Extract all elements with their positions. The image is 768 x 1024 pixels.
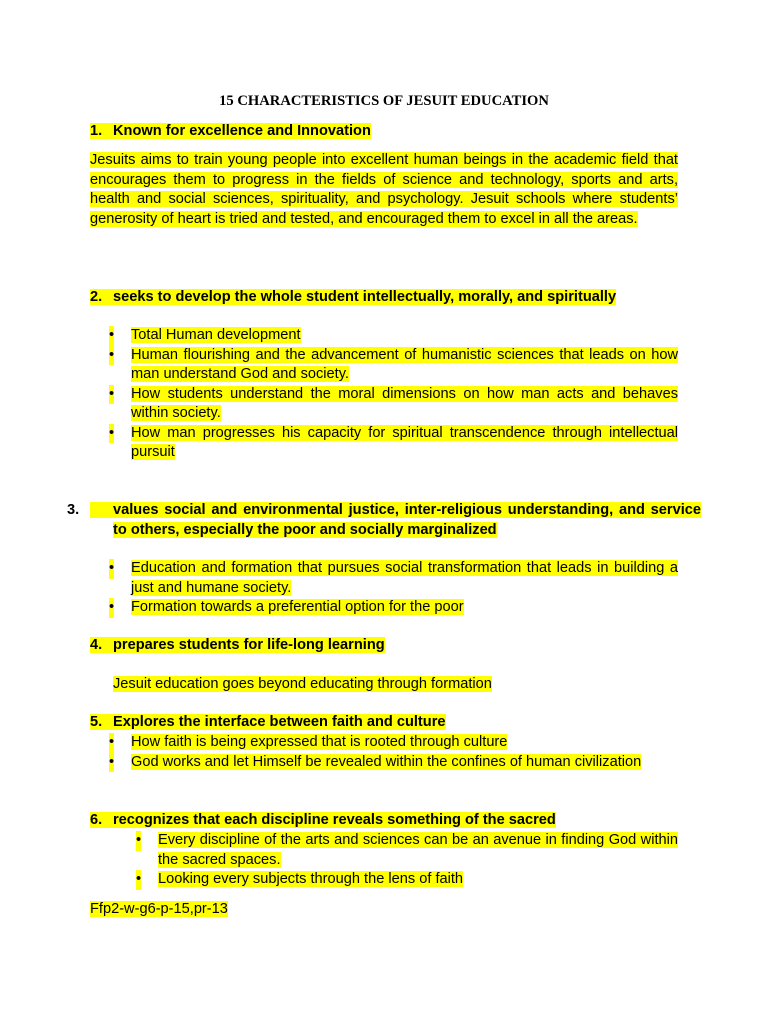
list-item: • Looking every subjects through the lens of faith	[158, 870, 678, 890]
section-4-paragraph	[113, 675, 678, 695]
list-item: • God works and let Himself be revealed within the confines of human civilization	[131, 753, 678, 773]
section-heading-text: Explores the interface between faith and culture	[113, 714, 446, 730]
section-5-bullet-list	[109, 733, 678, 772]
section-number: 3.	[67, 502, 80, 518]
bullet-icon: •	[109, 424, 114, 444]
page-title: 15 CHARACTERISTICS OF JESUIT EDUCATION	[219, 93, 549, 109]
reference-code: Ffp2-w-g6-p-15,pr-13	[90, 901, 228, 917]
section-heading-text: values social and environmental justice, inter-religious understanding, and service to others, especially the poor and socially marginalized	[113, 502, 701, 538]
list-item: • Every discipline of the arts and sciences can be an avenue in finding God within the sacred spaces.	[136, 832, 678, 868]
section-1-paragraph	[90, 151, 678, 229]
section-heading-text: seeks to develop the whole student intellectually, morally, and spiritually	[113, 289, 617, 305]
list-item: • Education and formation that pursues social transformation that leads in building a just and humane society.	[109, 560, 678, 596]
list-item: • How man progresses his capacity for spiritual transcendence through intellectual pursuit	[109, 424, 678, 460]
bullet-icon: •	[136, 831, 141, 851]
section-number: 1.	[90, 123, 103, 139]
section-6-bullet-list	[136, 831, 678, 890]
section-heading-text: Known for excellence and Innovation	[113, 123, 371, 139]
section-heading-text: prepares students for life-long learning	[113, 637, 385, 653]
paragraph-text: Jesuits aims to train young people into excellent human beings in the academic field that encourages them to progress in the fields of science and technology, sports and arts, health and social sciences, spirituality, and psychology. Jesuit schools where students’ generosity of heart is tried and tested, and encouraged them to excel in all the areas.	[90, 152, 678, 227]
bullet-icon: •	[136, 870, 141, 890]
list-item: • Human flourishing and the advancement of humanistic sciences that leads on how man understand God and society.	[109, 346, 678, 382]
section-heading-text: recognizes that each discipline reveals something of the sacred	[113, 812, 556, 828]
section-number: 6.	[90, 812, 103, 828]
section-number: 4.	[90, 637, 103, 653]
list-item: • How students understand the moral dimensions on how man acts and behaves within society.	[109, 385, 678, 421]
section-4-heading	[90, 636, 385, 656]
section-2-bullet-list	[109, 326, 678, 463]
section-5-heading	[90, 713, 446, 733]
list-item: • How faith is being expressed that is rooted through culture	[131, 733, 678, 753]
list-item: • Total Human development	[131, 326, 678, 346]
section-2-heading	[90, 288, 616, 308]
section-number: 5.	[90, 714, 103, 730]
bullet-icon: •	[109, 559, 114, 579]
section-3-bullet-list	[109, 559, 678, 618]
bullet-icon: •	[109, 598, 114, 618]
list-item: • Formation towards a preferential option for the poor	[131, 598, 678, 618]
bullet-icon: •	[109, 385, 114, 405]
bullet-icon: •	[109, 733, 114, 753]
section-number: 2.	[90, 289, 103, 305]
section-6-heading	[90, 811, 556, 831]
bullet-icon: •	[109, 346, 114, 366]
section-1-heading	[90, 122, 371, 142]
bullet-icon: •	[109, 326, 114, 346]
section-3-heading	[67, 501, 701, 540]
paragraph-text: Jesuit education goes beyond educating through formation	[113, 676, 492, 692]
bullet-icon: •	[109, 753, 114, 773]
